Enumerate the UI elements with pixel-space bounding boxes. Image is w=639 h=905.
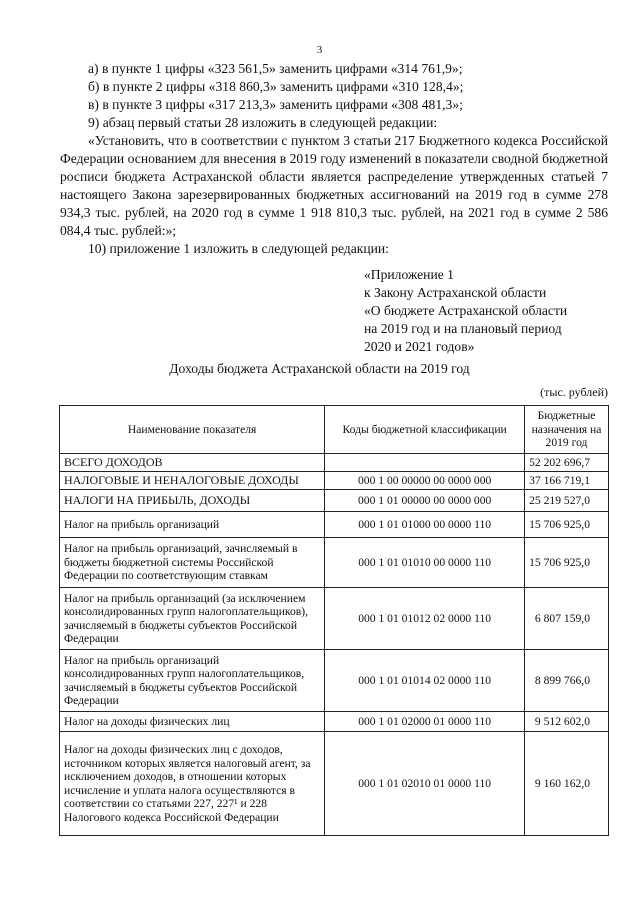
appendix-header (364, 266, 624, 356)
row-value: 8 899 766,0 (525, 650, 609, 712)
row-code: 000 1 01 01000 00 0000 110 (325, 512, 525, 538)
row-name: НАЛОГОВЫЕ И НЕНАЛОГОВЫЕ ДОХОДЫ (60, 472, 325, 490)
row-code (325, 454, 525, 472)
row-code: 000 1 01 01014 02 0000 110 (325, 650, 525, 712)
paragraph-10: 10) приложение 1 изложить в следующей редакции: (88, 241, 389, 256)
table-title: Доходы бюджета Астраханской области на 2019 год (169, 361, 470, 376)
appendix-line: 2020 и 2021 годов» (364, 339, 475, 354)
table-row (60, 538, 609, 588)
row-name: Налог на прибыль организаций (за исключением консолидированных групп налогоплательщиков), зачисляемый в бюджеты субъектов Российской Федерации (60, 588, 325, 650)
revenue-table (59, 405, 609, 836)
row-value: 15 706 925,0 (525, 538, 609, 588)
row-name: НАЛОГИ НА ПРИБЫЛЬ, ДОХОДЫ (60, 490, 325, 512)
paragraph-quote: «Установить, что в соответствии с пунктом 3 статьи 217 Бюджетного кодекса Российской Федерации основанием для внесения в 2019 году изменений в показатели сводной бюджетной росписи бюджета Астраханской области является распределение утвержденных статьей 7 настоящего Закона зарезервированных бюджетных ассигнований на 2019 год в сумме 278 934,3 тыс. рублей, на 2020 год в сумме 1 918 810,3 тыс. рублей, на 2021 год в сумме 2 586 084,4 тыс. рублей:»; (60, 133, 608, 238)
row-value: 15 706 925,0 (525, 512, 609, 538)
header-value: Бюджетные назначения на 2019 год (525, 406, 609, 454)
table-row (60, 490, 609, 512)
row-name: Налог на доходы физических лиц (60, 712, 325, 732)
row-value: 9 512 602,0 (525, 712, 609, 732)
appendix-line: «О бюджете Астраханской области (364, 303, 568, 318)
row-code: 000 1 01 01010 00 0000 110 (325, 538, 525, 588)
page-number: 3 (316, 44, 323, 56)
table-row (60, 588, 609, 650)
table-row (60, 472, 609, 490)
row-name: ВСЕГО ДОХОДОВ (60, 454, 325, 472)
table-row (60, 650, 609, 712)
appendix-line: на 2019 год и на плановый период (364, 321, 562, 336)
header-name: Наименование показателя (60, 406, 325, 454)
paragraph-a: а) в пункте 1 цифры «323 561,5» заменить цифрами «314 761,9»; (88, 61, 463, 76)
row-value: 6 807 159,0 (525, 588, 609, 650)
header-code: Коды бюджетной классификации (325, 406, 525, 454)
row-code: 000 1 01 01012 02 0000 110 (325, 588, 525, 650)
appendix-line: «Приложение 1 (364, 267, 454, 282)
row-name: Налог на прибыль организаций (60, 512, 325, 538)
table-row (60, 454, 609, 472)
row-code: 000 1 01 00000 00 0000 000 (325, 490, 525, 512)
paragraph-b: б) в пункте 2 цифры «318 860,3» заменить цифрами «310 128,4»; (88, 79, 464, 94)
table-row (60, 732, 609, 836)
appendix-line: к Закону Астраханской области (364, 285, 547, 300)
row-name: Налог на прибыль организаций консолидированных групп налогоплательщиков, зачисляемый в бюджеты субъектов Российской Федерации (60, 650, 325, 712)
table-row (60, 712, 609, 732)
row-name: Налог на доходы физических лиц с доходов, источником которых является налоговый агент, за исключением доходов, в отношении которых исчисление и уплата налога осуществляются в соответствии со статьями 227, 227¹ и 228 Налогового кодекса Российской Федерации (60, 732, 325, 836)
row-value: 37 166 719,1 (525, 472, 609, 490)
row-value: 52 202 696,7 (525, 454, 609, 472)
paragraph-v: в) в пункте 3 цифры «317 213,3» заменить цифрами «308 481,3»; (88, 97, 463, 112)
paragraph-9: 9) абзац первый статьи 28 изложить в следующей редакции: (88, 115, 438, 130)
row-value: 9 160 162,0 (525, 732, 609, 836)
row-code: 000 1 01 02010 01 0000 110 (325, 732, 525, 836)
table-header-row (60, 406, 609, 454)
row-code: 000 1 00 00000 00 0000 000 (325, 472, 525, 490)
row-code: 000 1 01 02000 01 0000 110 (325, 712, 525, 732)
row-value: 25 219 527,0 (525, 490, 609, 512)
table-row (60, 512, 609, 538)
row-name: Налог на прибыль организаций, зачисляемый в бюджеты бюджетной системы Российской Федерации по соответствующим ставкам (60, 538, 325, 588)
units-label: (тыс. рублей) (540, 385, 608, 399)
